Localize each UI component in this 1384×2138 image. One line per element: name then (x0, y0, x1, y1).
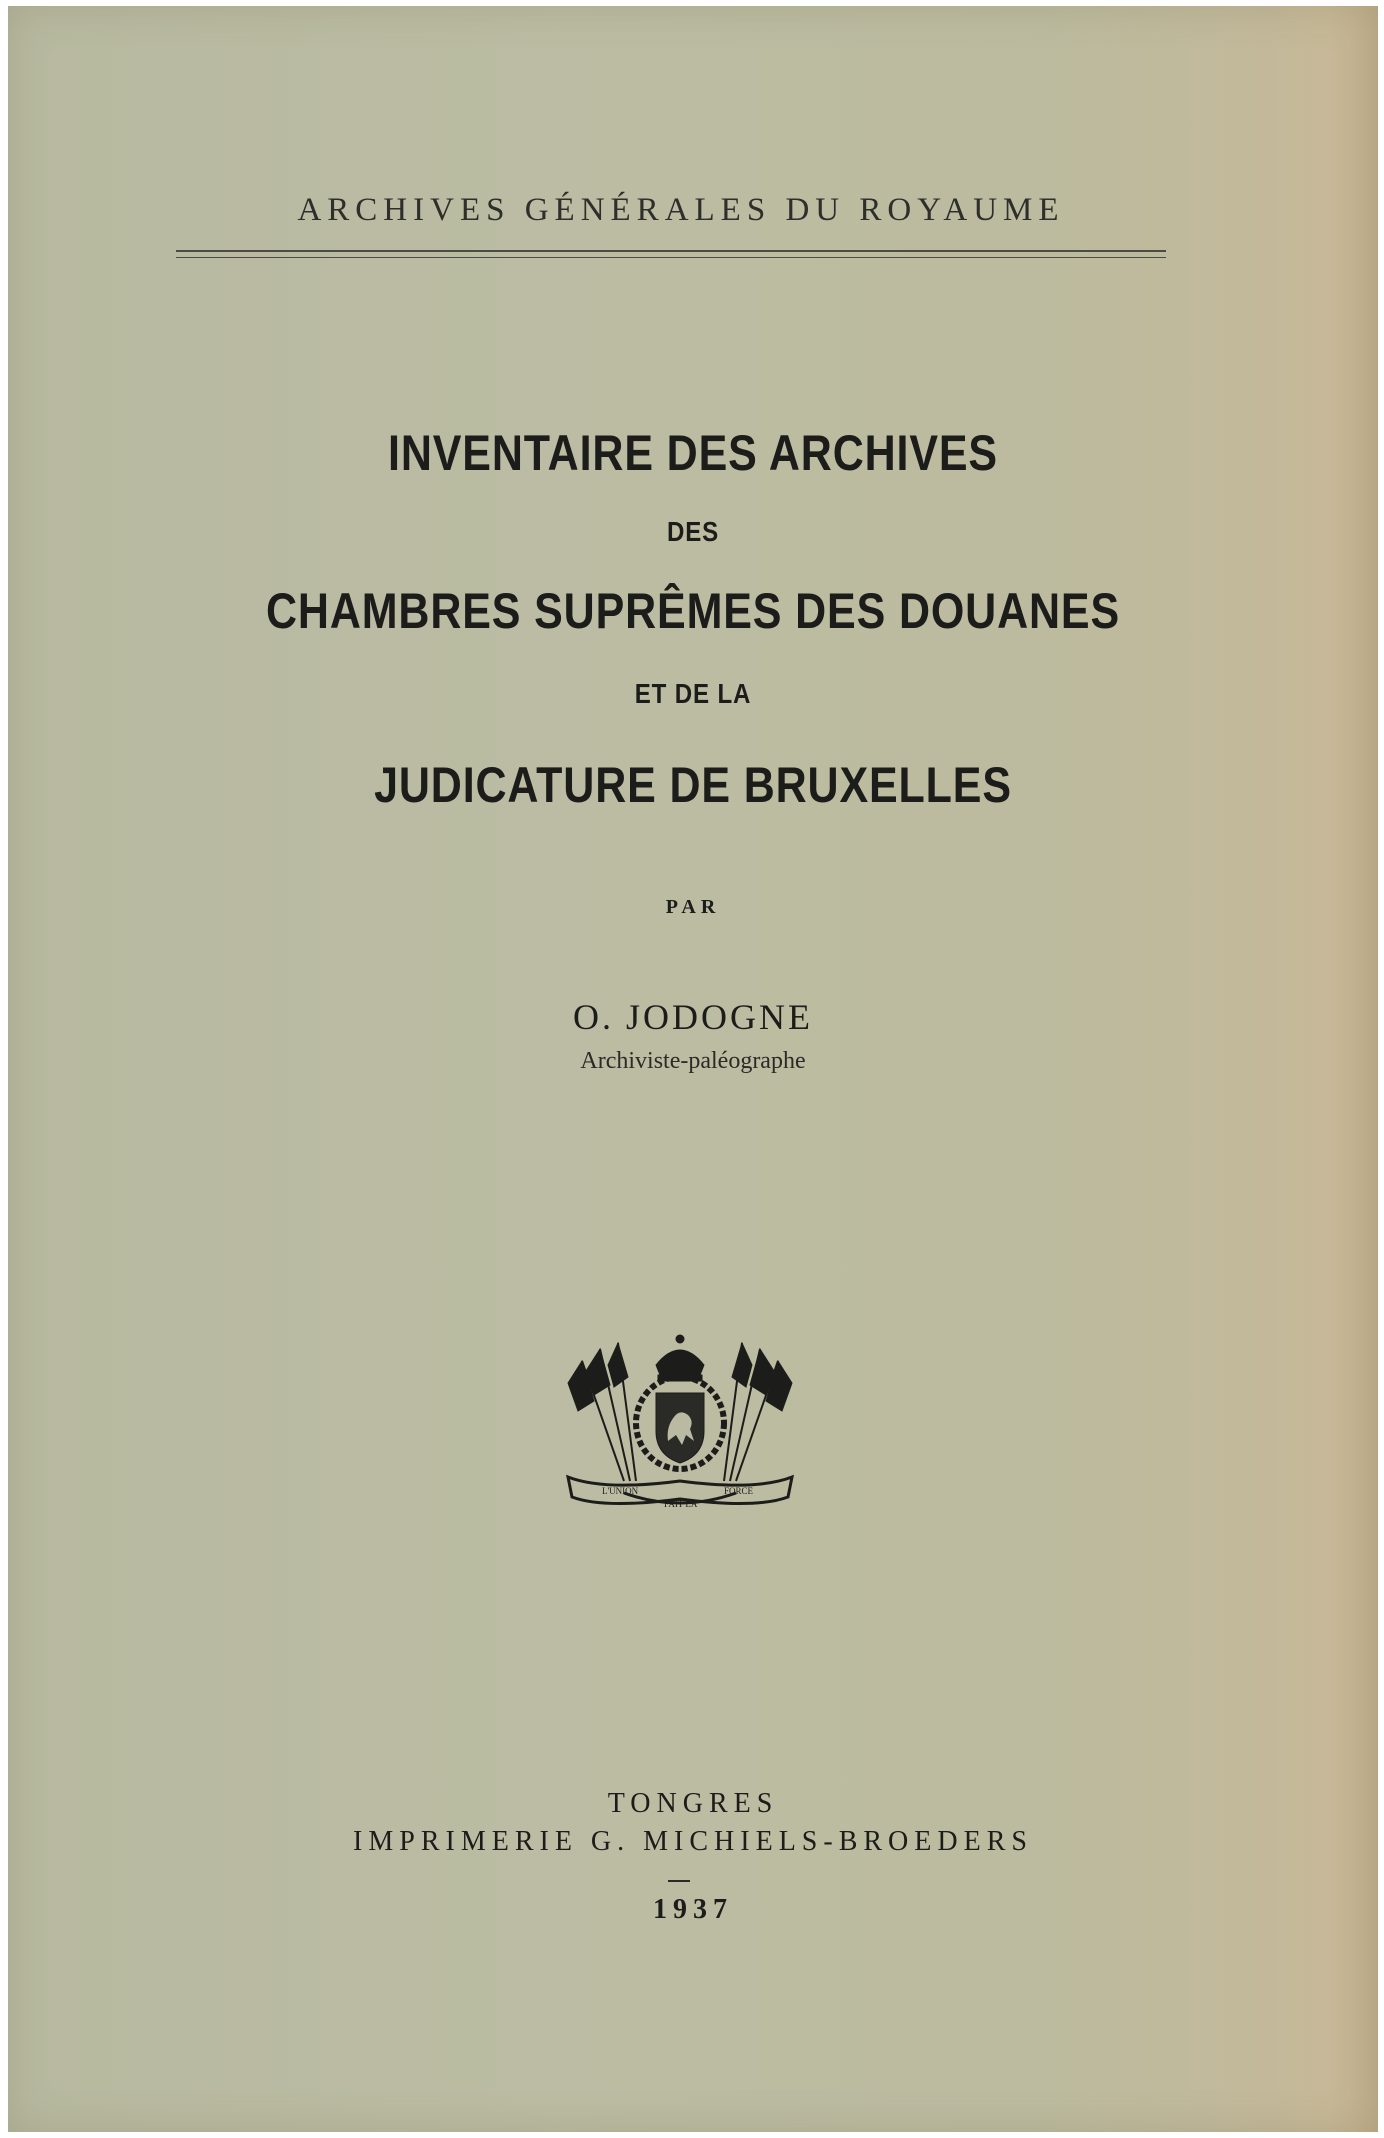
printer-name: IMPRIMERIE G. MICHIELS-BROEDERS (353, 1826, 1033, 1857)
author-name: O. JODOGNE (573, 997, 813, 1037)
title-line-3: CHAMBRES SUPRÊMES DES DOUANES (265, 583, 1120, 639)
author-role: Archiviste-paléographe (580, 1048, 806, 1074)
year-dash (668, 1880, 690, 1882)
title-line-4: ET DE LA (634, 678, 752, 709)
motto-right: FORCE (724, 1486, 754, 1496)
header-rule (176, 250, 1166, 252)
motto-center: FAIT LA (664, 1499, 698, 1509)
motto-left: L'UNION (602, 1486, 639, 1496)
publication-year: 1937 (653, 1894, 733, 1925)
belgian-coat-of-arms-emblem (564, 1331, 796, 1513)
publication-city: TONGRES (607, 1788, 779, 1819)
flags-right (724, 1343, 792, 1481)
title-line-1: INVENTAIRE DES ARCHIVES (388, 425, 998, 481)
book-cover (8, 6, 1378, 2132)
by-label: PAR (665, 896, 721, 918)
title-line-2: DES (666, 516, 720, 547)
header-rule-thin (176, 257, 1166, 258)
title-line-5: JUDICATURE DE BRUXELLES (374, 757, 1012, 813)
flags-left (568, 1343, 636, 1481)
series-title: ARCHIVES GÉNÉRALES DU ROYAUME (297, 192, 1065, 228)
